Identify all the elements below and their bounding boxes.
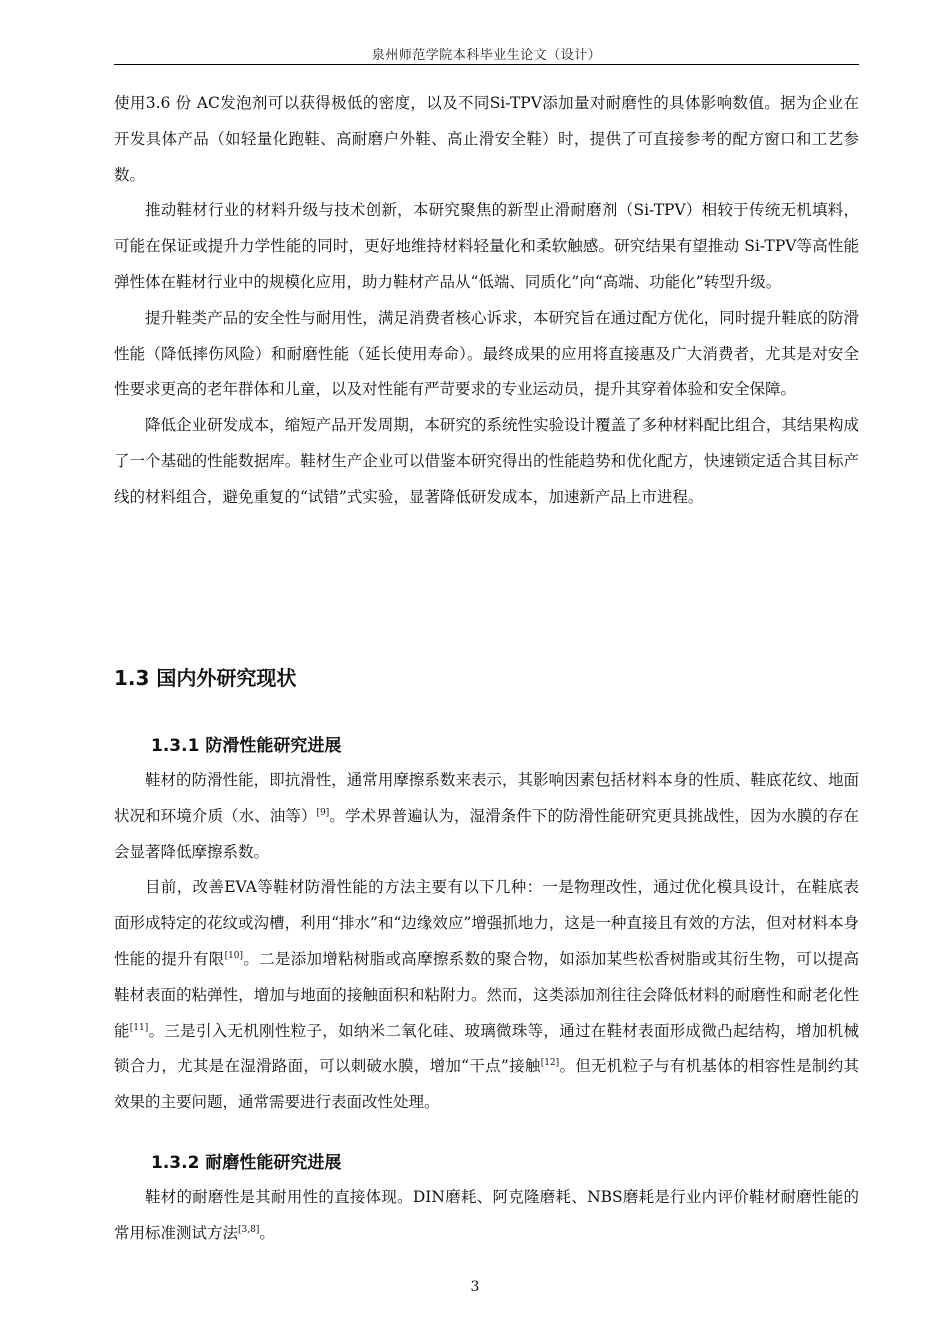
antislip-paragraph-1: 鞋材的防滑性能，即抗滑性，通常用摩擦系数来表示，其影响因素包括材料本身的性质、鞋底花纹、地面状况和环境介质（水、油等）[9]。学术界普遍认为，湿滑条件下的防滑性能研究更具挑战性，因为水膜的存在会显著降低摩擦系数。 bbox=[114, 771, 859, 861]
intro-section bbox=[114, 86, 859, 516]
intro-paragraph: 使用3.6 份 AC发泡剂可以获得极低的密度，以及不同Si-TPV添加量对耐磨性的具体影响数值。据为企业在开发具体产品（如轻量化跑鞋、高耐磨户外鞋、高止滑安全鞋）时，提供了可直接参考的配方窗口和工艺参数。 bbox=[114, 94, 859, 184]
wear-paragraph-1: 鞋材的耐磨性是其耐用性的直接体现。DIN磨耗、阿克隆磨耗、NBS磨耗是行业内评价鞋材耐磨性能的常用标准测试方法[3,8]。 bbox=[114, 1188, 859, 1242]
section-heading-1-3: 1.3 国内外研究现状 bbox=[114, 666, 297, 690]
citation[interactable]: [11] bbox=[129, 1022, 149, 1033]
subsection-heading-1-3-2: 1.3.2 耐磨性能研究进展 bbox=[151, 1153, 342, 1173]
citation[interactable]: [9] bbox=[316, 807, 330, 818]
intro-paragraph: 降低企业研发成本，缩短产品开发周期，本研究的系统性实验设计覆盖了多种材料配比组合，其结果构成了一个基础的性能数据库。鞋材生产企业可以借鉴本研究得出的性能趋势和优化配方，快速锁定适合其目标产线的材料组合，避免重复的“试错”式实验，显著降低研发成本，加速新产品上市进程。 bbox=[114, 416, 859, 506]
subsection-heading-1-3-1: 1.3.1 防滑性能研究进展 bbox=[151, 736, 342, 756]
antislip-section-body bbox=[114, 763, 859, 1121]
intro-paragraph: 提升鞋类产品的安全性与耐用性，满足消费者核心诉求，本研究旨在通过配方优化，同时提升鞋底的防滑性能（降低摔伤风险）和耐磨性能（延长使用寿命）。最终成果的应用将直接惠及广大消费者，尤其是对安全性要求更高的老年群体和儿童，以及对性能有严苛要求的专业运动员，提升其穿着体验和安全保障。 bbox=[114, 308, 859, 399]
header-rule bbox=[114, 64, 859, 65]
intro-paragraph: 推动鞋材行业的材料升级与技术创新，本研究聚焦的新型止滑耐磨剂（Si-TPV）相较于传统无机填料，可能在保证或提升力学性能的同时，更好地维持材料轻量化和柔软触感。研究结果有望推动 Si-TPV等高性能弹性体在鞋材行业中的规模化应用，助力鞋材产品从“低端、同质化”向“高端、功能化”转型升级。 bbox=[114, 201, 859, 291]
page-number: 3 bbox=[470, 1279, 480, 1295]
running-header: 泉州师范学院本科毕业生论文（设计） bbox=[371, 48, 602, 63]
citation[interactable]: [12] bbox=[540, 1058, 560, 1069]
citation[interactable]: [10] bbox=[224, 950, 244, 961]
wear-section-body bbox=[114, 1180, 859, 1252]
citation[interactable]: [3,8] bbox=[238, 1224, 260, 1235]
antislip-paragraph-2: 目前，改善EVA等鞋材防滑性能的方法主要有以下几种：一是物理改性，通过优化模具设计，在鞋底表面形成特定的花纹或沟槽，利用“排水”和“边缘效应”增强抓地力，这是一种直接且有效的方法，但对材料本身性能的提升有限[10]。二是添加增粘树脂或高摩擦系数的聚合物，如添加某些松香树脂或其衍生物，可以提高鞋材表面的粘弹性，增加与地面的接触面积和粘附力。然而，这类添加剂往往会降低材料的耐磨性和耐老化性能[11]。三是引入无机刚性粒子，如纳米二氧化硅、玻璃微珠等，通过在鞋材表面形成微凸起结构，增加机械锁合力，尤其是在湿滑路面，可以刺破水膜，增加“干点”接触[12]。但无机粒子与有机基体的相容性是制约其效果的主要问题，通常需要进行表面改性处理。 bbox=[114, 878, 859, 1112]
